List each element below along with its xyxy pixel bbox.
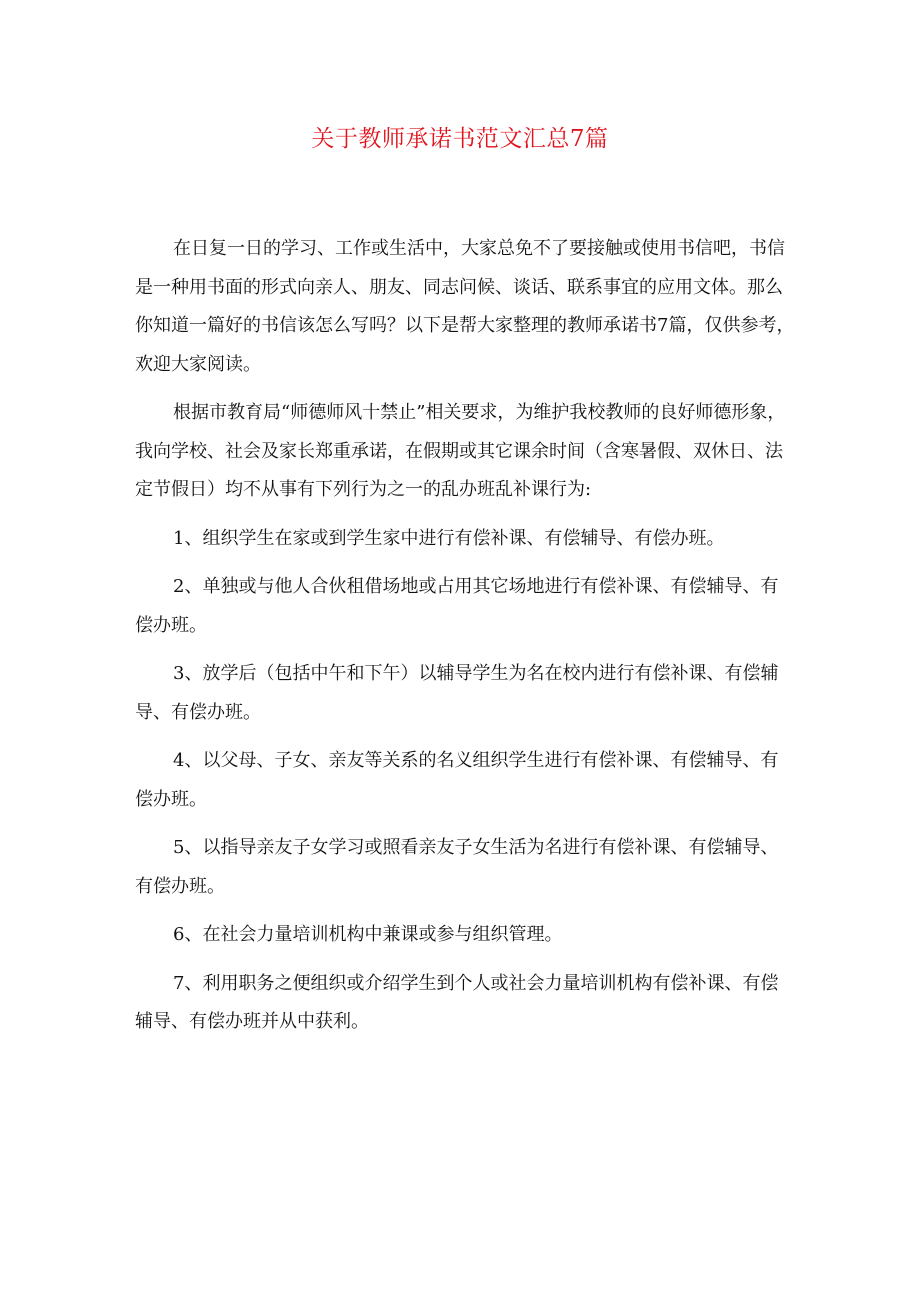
list-item-5: 5、以指导亲友子女学习或照看亲友子女生活为名进行有偿补课、有偿辅导、有偿办班。 (135, 837, 779, 897)
commitment-paragraph: 根据市教育局“师德师风十禁止”相关要求，为维护我校教师的良好师德形象，我向学校、社会及家长郑重承诺，在假期或其它课余时间（含寒暑假、双休日、法定节假日）均不从事有下列行为之一的乱办班乱补课行为: (135, 402, 786, 500)
intro-paragraph: 在日复一日的学习、工作或生活中，大家总免不了要接触或使用书信吧，书信是一种用书面的形式向亲人、朋友、同志问候、谈话、联系事宜的应用文体。那么你知道一篇好的书信该怎么写吗？以下是帮大家整理的教师承诺书7篇，仅供参考，欢迎大家阅读。 (135, 238, 795, 375)
list-item-4: 4、以父母、子女、亲友等关系的名义组织学生进行有偿补课、有偿辅导、有偿办班。 (135, 750, 779, 810)
list-item-1: 1、组织学生在家或到学生家中进行有偿补课、有偿辅导、有偿办班。 (173, 527, 725, 549)
list-item-6: 6、在社会力量培训机构中兼课或参与组织管理。 (173, 924, 563, 945)
document-title: 关于教师承诺书范文汇总7篇 (311, 126, 609, 152)
document-body (135, 230, 795, 1052)
list-item-3: 3、放学后（包括中午和下午）以辅导学生为名在校内进行有偿补课、有偿辅导、有偿办班。 (135, 663, 779, 723)
list-item-2: 2、单独或与他人合伙租借场地或占用其它场地进行有偿补课、有偿辅导、有偿办班。 (135, 576, 779, 636)
list-item-7: 7、利用职务之便组织或介绍学生到个人或社会力量培训机构有偿补课、有偿辅导、有偿办班并从中获利。 (135, 972, 779, 1032)
